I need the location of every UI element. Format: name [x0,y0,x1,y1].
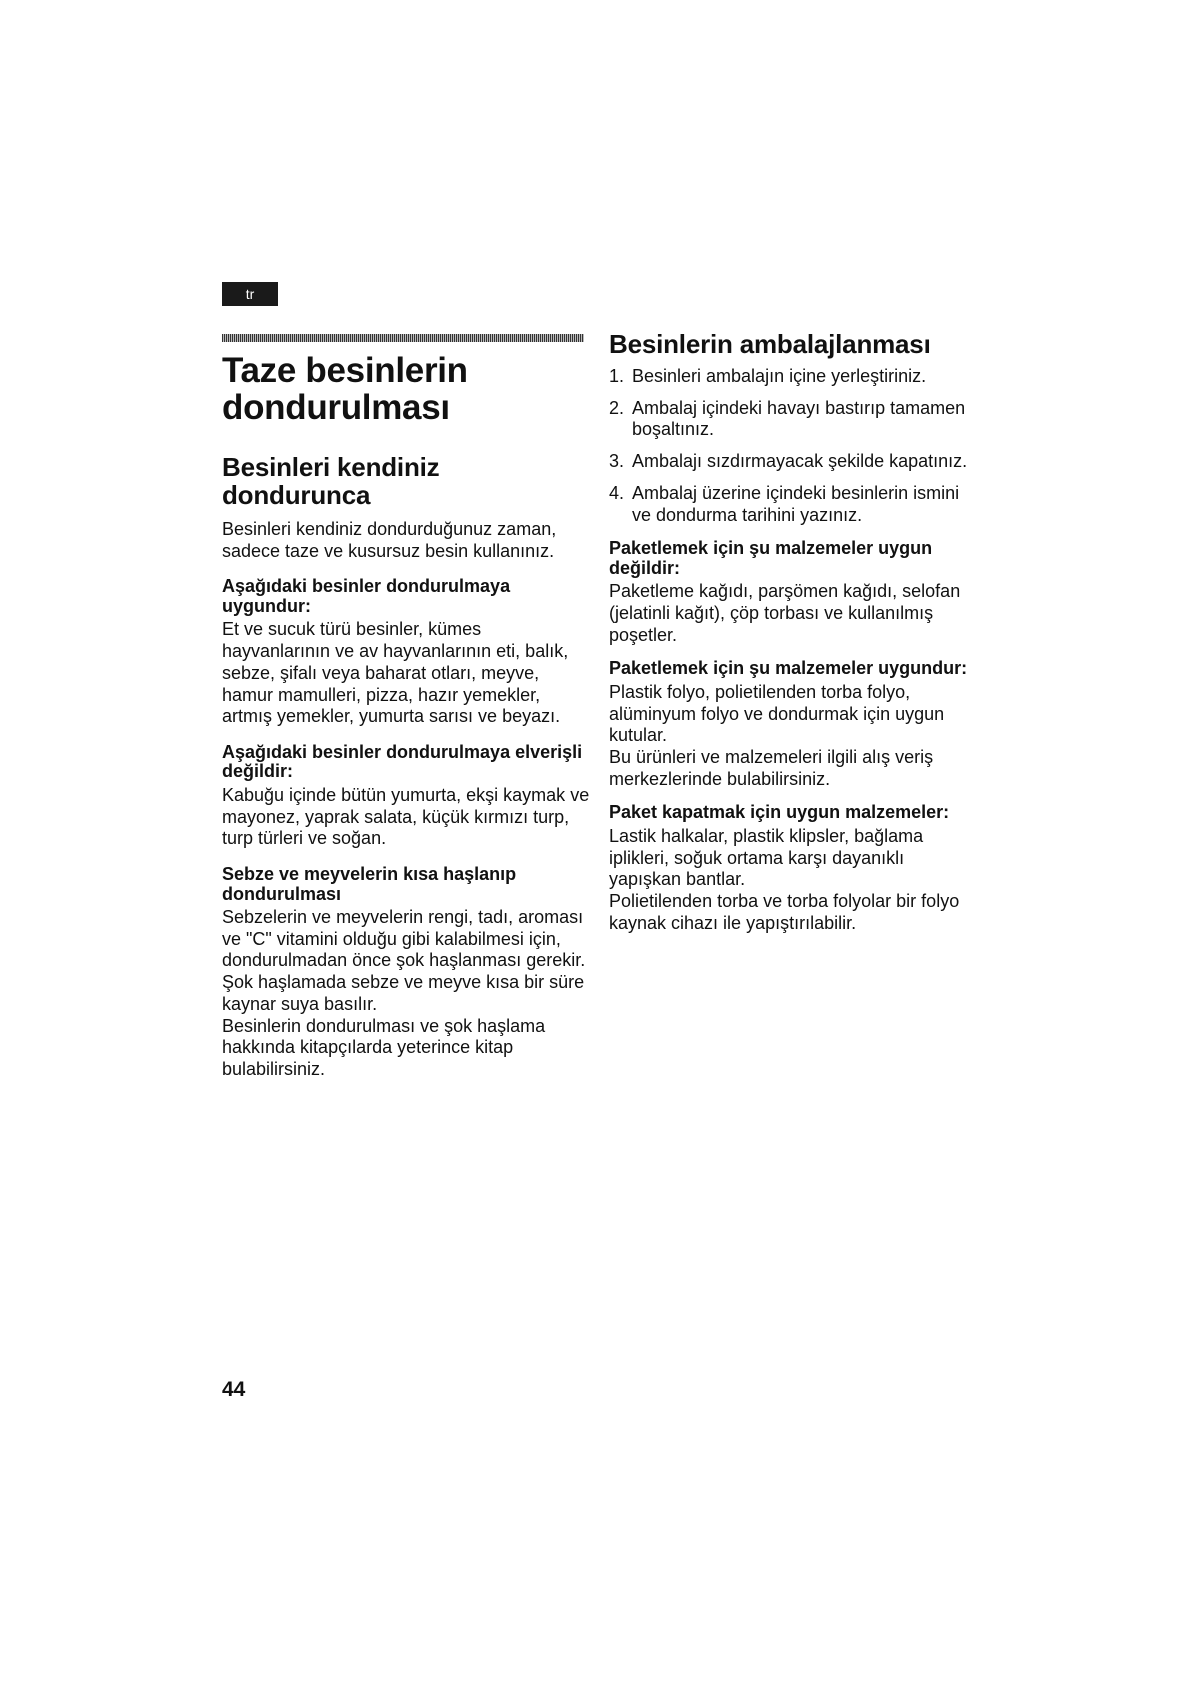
list-item [609,451,979,473]
step-number: 1. [609,366,625,386]
list-item [609,398,979,441]
step-number: 2. [609,397,625,418]
suitable-materials-text-2: Bu ürünleri ve malzemeleri ilgili alış veriş merkezlerinde bulabilirsiniz. [609,746,934,789]
section-heading: Besinleri kendiniz dondurunca [222,452,440,510]
step-text: Ambalaj üzerine içindeki besinlerin ismini ve dondurma tarihini yazınız. [632,482,960,525]
page-title: Taze besinlerin dondurulması [222,351,468,427]
blanching-text-1: Sebzelerin ve meyvelerin rengi, tadı, aroması ve "C" vitamini olduğu gibi kalabilmesi için, dondurulmadan önce şok haşlanması gerekir. [222,907,586,971]
blanching-text-3: Besinlerin dondurulması ve şok haşlama hakkında kitapçılarda yeterince kitap bulabilirsiniz. [222,1015,546,1079]
blanching-heading: Sebze ve meyvelerin kısa haşlanıp dondurulması [222,864,517,904]
packaging-heading: Besinlerin ambalajlanması [609,329,931,359]
step-number: 3. [609,451,625,472]
list-item [609,483,979,526]
packaging-steps [609,366,979,526]
suitable-materials-text-1: Plastik folyo, polietilenden torba folyo, alüminyum folyo ve dondurmak için uygun kutular. [609,681,945,746]
suitable-materials-heading: Paketlemek için şu malzemeler uygundur: [609,658,968,679]
list-item [609,366,979,388]
intro-paragraph: Besinleri kendiniz dondurduğunuz zaman, sadece taze ve kusursuz besin kullanınız. [222,519,557,561]
step-text: Besinleri ambalajın içine yerleştiriniz. [632,366,927,386]
unsuitable-materials-heading: Paketlemek için şu malzemeler uygun değildir: [609,538,933,578]
step-text: Ambalaj içindeki havayı bastırıp tamamen boşaltınız. [632,397,966,440]
right-column [609,330,979,934]
closing-materials-text-2: Polietilenden torba ve torba folyolar bir folyo kaynak cihazı ile yapıştırılabilir. [609,890,960,933]
left-column [222,344,592,1081]
step-text: Ambalajı sızdırmayacak şekilde kapatınız. [632,451,968,472]
unsuitable-foods-heading: Aşağıdaki besinler dondurulmaya elverişli değildir: [222,741,583,782]
section-rule [222,334,584,342]
language-tag: tr [222,282,278,306]
unsuitable-materials-text: Paketleme kağıdı, parşömen kağıdı, selofan (jelatinli kağıt), çöp torbası ve kullanılmış poşetler. [609,581,961,645]
page-number: 44 [222,1378,246,1401]
blanching-text-2: Şok haşlamada sebze ve meyve kısa bir süre kaynar suya basılır. [222,972,585,1014]
step-number: 4. [609,482,625,503]
closing-materials-text-1: Lastik halkalar, plastik klipsler, bağlama iplikleri, soğuk ortama karşı dayanıklı yapışkan bantlar. [609,825,924,890]
unsuitable-foods-text: Kabuğu içinde bütün yumurta, ekşi kaymak ve mayonez, yaprak salata, küçük kırmızı turp, turp türleri ve soğan. [222,784,590,849]
suitable-foods-text: Et ve sucuk türü besinler, kümes hayvanlarının ve av hayvanlarının eti, balık, sebze, şifalı veya baharat otları, meyve, hamur mamulleri, pizza, hazır yemekler, artmış yemekler, yumurta sarısı ve beyazı. [222,619,569,727]
suitable-foods-heading: Aşağıdaki besinler dondurulmaya uygundur: [222,576,511,616]
closing-materials-heading: Paket kapatmak için uygun malzemeler: [609,802,950,823]
